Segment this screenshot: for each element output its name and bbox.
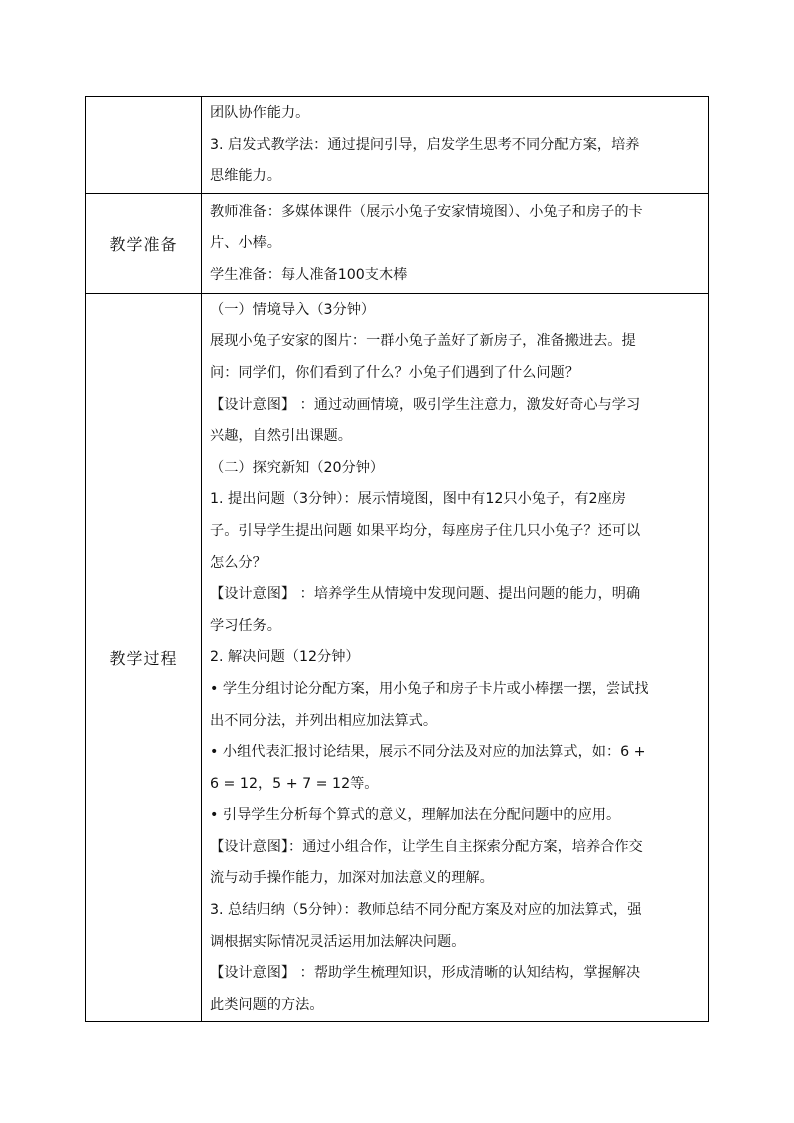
text-line: 教师准备：多媒体课件（展示小兔子安家情境图）、小兔子和房子的卡 — [210, 203, 643, 220]
text-line: 团队协作能力。 — [210, 105, 310, 121]
row-content — [202, 97, 709, 194]
text-line: 【设计意图】 ：通过动画情境，吸引学生注意力，激发好奇心与学习 — [210, 396, 641, 413]
text-line: 片、小棒。 — [210, 235, 281, 252]
text-line: 学习任务。 — [210, 617, 281, 634]
text-line: 思维能力。 — [210, 168, 281, 185]
text-line: 怎么分？ — [210, 554, 267, 571]
text-line: • 小组代表汇报讨论结果，展示不同分法及对应的加法算式，如：6 + — [210, 744, 646, 761]
text-line: 3. 总结归纳（5分钟）：教师总结不同分配方案及对应的加法算式，强 — [210, 902, 642, 919]
text-line: 6 = 12，5 + 7 = 12等。 — [210, 775, 379, 792]
row-content — [202, 293, 709, 1022]
lesson-plan-table — [85, 96, 709, 1022]
text-line: 出不同分法，并列出相应加法算式。 — [210, 712, 438, 729]
text-line: 3. 启发式教学法：通过提问引导，启发学生思考不同分配方案，培养 — [210, 136, 640, 153]
text-line: 1. 提出问题（3分钟）：展示情境图，图中有12只小兔子，有2座房 — [210, 491, 626, 508]
row-label — [86, 97, 202, 194]
text-line: （二）探究新知（20分钟） — [210, 459, 385, 476]
text-line: 【设计意图】 ：帮助学生梳理知识，形成清晰的认知结构，掌握解决 — [210, 965, 641, 982]
text-line: 问：同学们，你们看到了什么？小兔子们遇到了什么问题？ — [210, 364, 579, 381]
text-line: 展现小兔子安家的图片：一群小兔子盖好了新房子，准备搬进去。提 — [210, 333, 636, 350]
table-row — [86, 293, 709, 1022]
row-label-teaching-process: 教学过程 — [86, 293, 202, 1022]
text-line: • 引导学生分析每个算式的意义，理解加法在分配问题中的应用。 — [210, 807, 621, 824]
text-line: 兴趣，自然引出课题。 — [210, 428, 352, 445]
text-line: • 学生分组讨论分配方案，用小兔子和房子卡片或小棒摆一摆，尝试找 — [210, 680, 649, 697]
row-content — [202, 193, 709, 293]
text-line: 调根据实际情况灵活运用加法解决问题。 — [210, 933, 466, 950]
row-label-teaching-preparation: 教学准备 — [86, 193, 202, 293]
text-line: 【设计意图】 ：培养学生从情境中发现问题、提出问题的能力，明确 — [210, 586, 641, 603]
text-line: 2. 解决问题（12分钟） — [210, 649, 360, 666]
text-line: （一）情境导入（3分钟） — [210, 301, 376, 318]
text-line: 子。引导学生提出问题 如果平均分，每座房子住几只小兔子？还可以 — [210, 522, 641, 539]
text-line: 流与动手操作能力，加深对加法意义的理解。 — [210, 870, 494, 887]
text-line: 此类问题的方法。 — [210, 996, 324, 1013]
text-line: 学生准备：每人准备100支木棒 — [210, 266, 408, 283]
text-line: 【设计意图】：通过小组合作，让学生自主探索分配方案，培养合作交 — [210, 838, 643, 855]
table-row — [86, 97, 709, 194]
table-row — [86, 193, 709, 293]
